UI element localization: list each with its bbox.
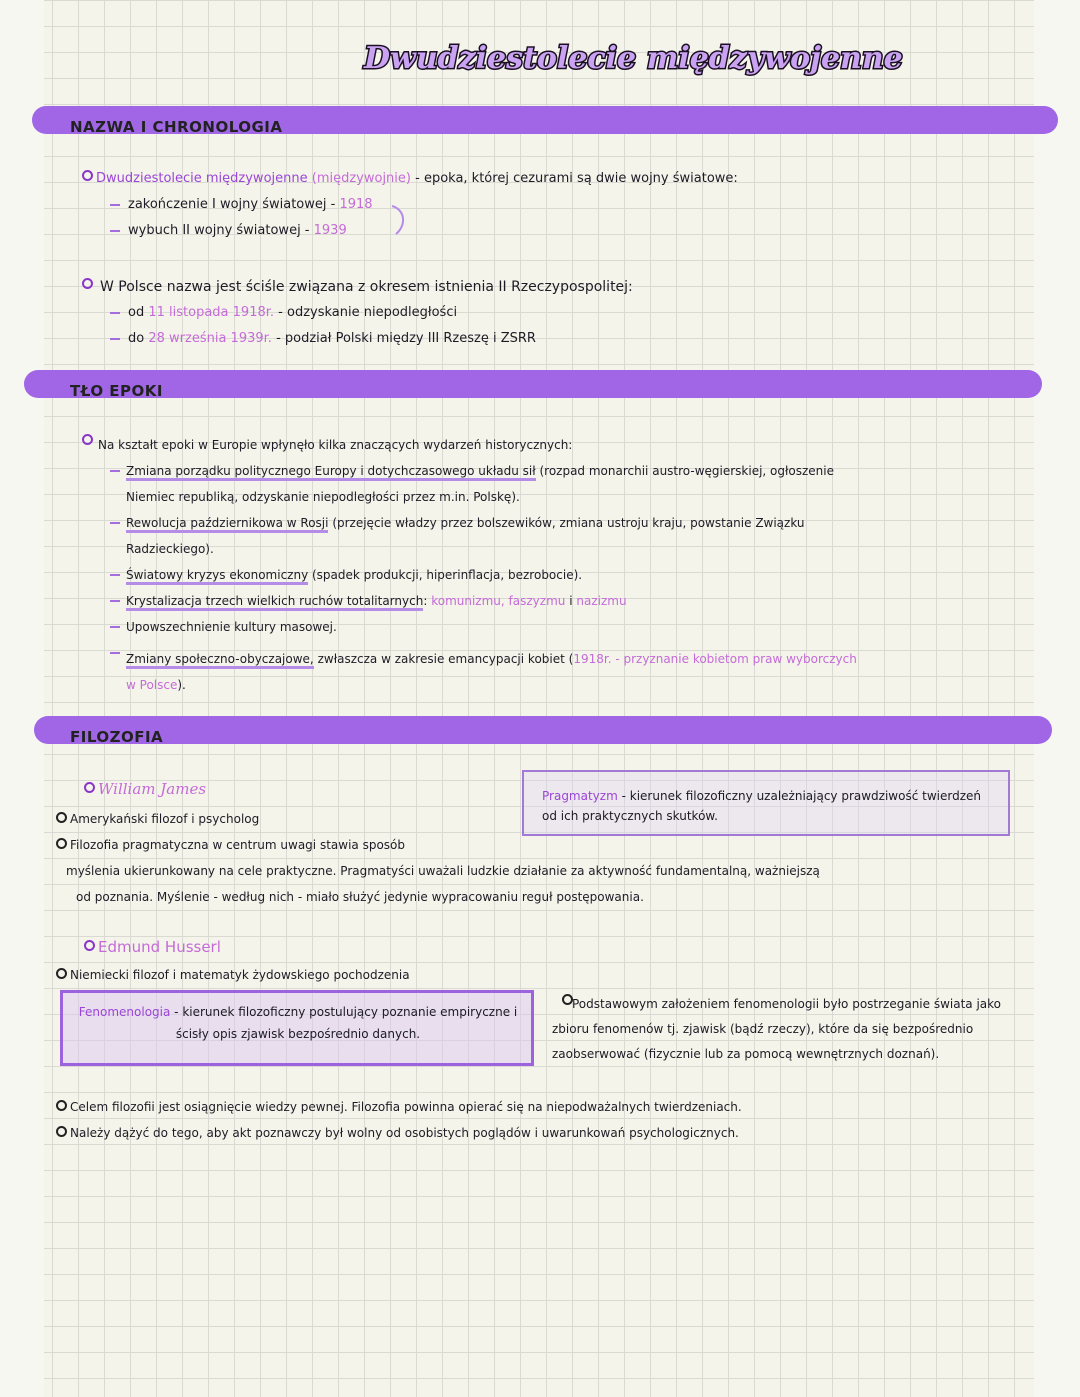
pragmatyzm-definition-text: - kierunek filozoficzny uzależniający prawdziwość twierdzeń od ich praktycznych skutków.	[542, 789, 981, 823]
dash-icon	[110, 312, 120, 314]
term-dwudziestolecie: Dwudziestolecie międzywojenne	[96, 171, 308, 186]
nazwa-dash-4-rest: - podział Polski między III Rzeszę i ZSRR	[276, 331, 536, 346]
dash-icon	[110, 652, 120, 654]
tlo-item-2	[126, 514, 805, 532]
bullet-icon	[56, 838, 67, 849]
tlo-item-6	[126, 650, 857, 668]
bullet-icon	[82, 170, 93, 181]
year-1939: 1939	[313, 223, 347, 238]
page-margin-right	[1034, 0, 1080, 1397]
tlo-item-4	[126, 592, 627, 610]
tlo-item-6-end: ).	[177, 678, 186, 692]
nazwa-line-1-rest: - epoka, której cezurami są dwie wojny światowe:	[415, 171, 738, 186]
dash-icon	[110, 470, 120, 472]
dash-icon	[110, 600, 120, 602]
tlo-item-2-cont: Radzieckiego).	[126, 542, 214, 556]
philosopher-husserl: Edmund Husserl	[98, 938, 221, 956]
year-1918: 1918	[339, 197, 373, 212]
tlo-item-4-conj: i	[569, 594, 573, 608]
tlo-item-2-rest: (przejęcie władzy przez bolszewików, zmiana ustroju kraju, powstanie Związku	[332, 516, 805, 530]
tlo-item-1-rest: (rozpad monarchii austro-węgierskiej, ogłoszenie	[539, 464, 835, 478]
tlo-item-5: Upowszechnienie kultury masowej.	[126, 620, 337, 634]
term-miedzywojnie: (międzywojnie)	[311, 171, 411, 186]
james-line-1: Amerykański filozof i psycholog	[70, 812, 260, 826]
tlo-item-6-rest: zwłaszcza w zakresie emancypacji kobiet (	[317, 652, 574, 666]
tlo-item-1	[126, 462, 834, 480]
husserl-line-1: Niemiecki filozof i matematyk żydowskiego pochodzenia	[70, 968, 410, 982]
dash-icon	[110, 230, 120, 232]
bullet-icon	[56, 1100, 67, 1111]
philosopher-james: William James	[98, 780, 207, 798]
nazwa-dash-3-pre: od	[128, 305, 145, 320]
dash-icon	[110, 574, 120, 576]
filozofia-cel: Celem filozofii jest osiągnięcie wiedzy pewnej. Filozofia powinna opierać się na niepodważalnych twierdzeniach.	[70, 1100, 742, 1114]
bullet-icon	[56, 968, 67, 979]
bullet-icon	[84, 782, 95, 793]
nazwa-dash-3	[128, 304, 457, 322]
james-line-3: myślenia ukierunkowany na cele praktyczne. Pragmatyści uważali ludzkie działanie za aktywność fundamentalną, ważniejszą	[66, 864, 820, 878]
james-line-2: Filozofia pragmatyczna w centrum uwagi stawia sposób	[70, 838, 405, 852]
title-initial: Dwudziestolecie międzywojenne	[364, 41, 903, 76]
tlo-item-6-cont-highlight: w Polsce	[126, 678, 178, 692]
fenomenologia-definition-text: - kierunek filozoficzny postulujący poznanie empiryczne i ścisły opis zjawisk bezpośrednio danych.	[174, 1005, 518, 1041]
nazwa-dash-2	[128, 222, 347, 240]
section-heading-nazwa: NAZWA I CHRONOLOGIA	[70, 118, 283, 136]
section-heading-filozofia: FILOZOFIA	[70, 728, 164, 746]
tlo-item-6-highlight: 1918r. - przyznanie kobietom praw wyborczych	[573, 652, 857, 666]
dash-icon	[110, 204, 120, 206]
nazwa-dash-4	[128, 330, 536, 348]
section-bar-filozofia	[34, 716, 1052, 744]
nazwa-dash-1-text: zakończenie I wojny światowej -	[128, 197, 336, 212]
date-28-wrzesnia: 28 września 1939r.	[148, 331, 272, 346]
dash-icon	[110, 626, 120, 628]
james-line-4: od poznania. Myślenie - według nich - miało służyć jedynie wypracowaniu reguł postępowania.	[76, 890, 644, 904]
tlo-item-6-underlined: Zmiany społeczno-obyczajowe,	[126, 652, 314, 669]
page-title	[360, 14, 903, 84]
nazwa-line-1	[96, 170, 738, 188]
pragmatyzm-definition-box	[522, 770, 1010, 836]
fenomenologia-note: Podstawowym założeniem fenomenologii było postrzeganie świata jako zbioru fenomenów tj. zjawisk (bądź rzeczy), które da się bezpośrednio zaobserwować (fizycznie lub za pomocą wewnętrznych doznań).	[552, 997, 1002, 1061]
pragmatyzm-definition	[542, 786, 992, 826]
term-nazizm: nazizmu	[576, 594, 627, 608]
tlo-item-1-cont: Niemiec republiką, odzyskanie niepodległości przez m.in. Polskę).	[126, 490, 520, 504]
bullet-icon	[84, 940, 95, 951]
fenomenologia-definition	[73, 1001, 523, 1045]
section-heading-tlo: TŁO EPOKI	[70, 382, 163, 400]
bullet-icon	[56, 1126, 67, 1137]
tlo-item-6-cont	[126, 676, 186, 694]
term-komunizm: komunizmu,	[431, 594, 505, 608]
nazwa-line-2: W Polsce nazwa jest ściśle związana z okresem istnienia II Rzeczypospolitej:	[100, 279, 633, 295]
tlo-intro: Na kształt epoki w Europie wpłynęło kilka znaczących wydarzeń historycznych:	[98, 438, 573, 452]
dash-icon	[110, 338, 120, 340]
nazwa-dash-2-text: wybuch II wojny światowej -	[128, 223, 310, 238]
nazwa-dash-3-rest: - odzyskanie niepodległości	[278, 305, 458, 320]
tlo-item-3-underlined: Światowy kryzys ekonomiczny	[126, 568, 308, 585]
dash-icon	[110, 522, 120, 524]
section-bar-tlo	[24, 370, 1042, 398]
bullet-icon	[56, 812, 67, 823]
tlo-item-2-underlined: Rewolucja październikowa w Rosji	[126, 516, 328, 533]
date-11-listopada: 11 listopada 1918r.	[148, 305, 275, 320]
bullet-icon	[82, 278, 93, 289]
tlo-item-3	[126, 566, 582, 584]
bracket-arrow-icon	[388, 204, 412, 238]
fenomenologia-definition-box	[60, 990, 534, 1066]
filozofia-nalezy: Należy dążyć do tego, aby akt poznawczy był wolny od osobistych poglądów i uwarunkowań psychologicznych.	[70, 1126, 739, 1140]
term-fenomenologia: Fenomenologia	[78, 1005, 171, 1019]
tlo-item-4-colon: :	[423, 594, 428, 608]
tlo-item-4-underlined: Krystalizacja trzech wielkich ruchów totalitarnych	[126, 594, 423, 611]
tlo-item-3-rest: (spadek produkcji, hiperinflacja, bezrobocie).	[312, 568, 583, 582]
tlo-item-1-underlined: Zmiana porządku politycznego Europy i dotychczasowego układu sił	[126, 464, 536, 481]
bullet-icon	[82, 434, 93, 445]
term-faszyzm: faszyzmu	[508, 594, 566, 608]
nazwa-dash-1	[128, 196, 373, 214]
nazwa-dash-4-pre: do	[128, 331, 145, 346]
page-margin-left	[0, 0, 44, 1397]
term-pragmatyzm: Pragmatyzm	[542, 789, 618, 803]
